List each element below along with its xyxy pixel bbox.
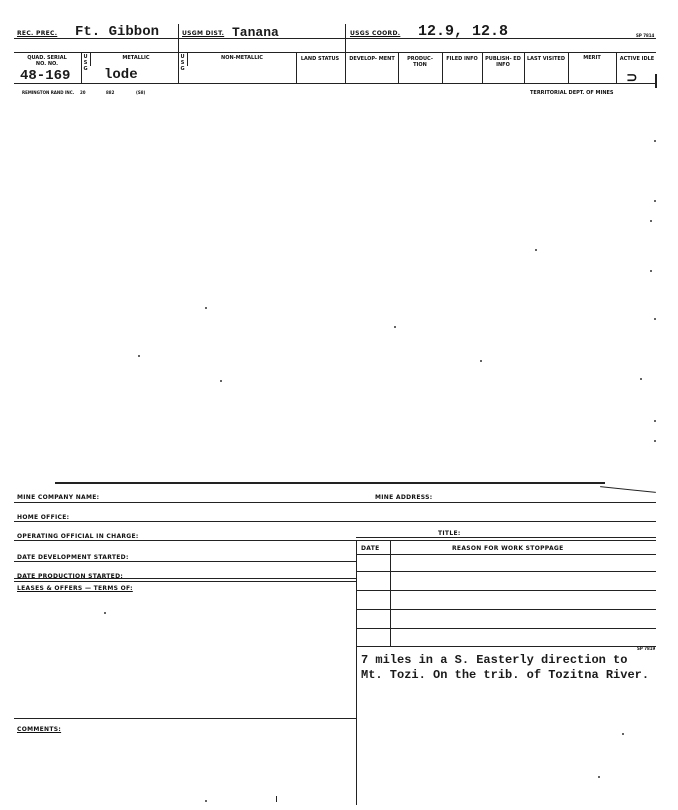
divider-filed bbox=[442, 52, 443, 84]
rule-company bbox=[14, 502, 656, 503]
speck bbox=[650, 220, 652, 222]
usg-right-label: U S G bbox=[180, 54, 185, 72]
active-idle-mark: ⊃ bbox=[626, 70, 638, 86]
divider-usgm bbox=[178, 24, 179, 84]
speck bbox=[654, 420, 656, 422]
speck bbox=[394, 326, 396, 328]
printer-code-2: 882 bbox=[106, 90, 115, 95]
comments-label: COMMENTS: bbox=[17, 726, 62, 733]
rec-prec-label: REC. PREC. bbox=[17, 30, 58, 37]
leases-label: LEASES & OFFERS — TERMS OF: bbox=[17, 585, 133, 592]
rule-home-office bbox=[14, 521, 656, 522]
speck bbox=[480, 360, 482, 362]
rule-stoppage-1 bbox=[356, 571, 656, 572]
speck bbox=[104, 612, 106, 614]
mine-company-label: MINE COMPANY NAME: bbox=[17, 494, 100, 501]
date-production-label: DATE PRODUCTION STARTED: bbox=[17, 573, 124, 580]
lower-top-curl bbox=[600, 486, 656, 493]
date-development-label: DATE DEVELOPMENT STARTED: bbox=[17, 554, 129, 561]
speck-line bbox=[276, 796, 277, 802]
speck bbox=[535, 249, 537, 251]
rule-stoppage-5 bbox=[356, 646, 656, 647]
edge-mark bbox=[655, 74, 657, 88]
rec-prec-value: Ft. Gibbon bbox=[75, 24, 160, 40]
land-status-label: LAND STATUS bbox=[300, 56, 340, 62]
speck bbox=[640, 378, 642, 380]
rule-stoppage-4 bbox=[356, 628, 656, 629]
location-line-1: 7 miles in a S. Easterly direction to bbox=[361, 653, 628, 667]
speck bbox=[654, 318, 656, 320]
speck bbox=[598, 776, 600, 778]
lower-top-rule bbox=[55, 482, 605, 484]
reason-label: REASON FOR WORK STOPPAGE bbox=[452, 545, 564, 552]
operating-official-label: OPERATING OFFICIAL IN CHARGE: bbox=[17, 533, 139, 540]
usgm-dist-value: Tanana bbox=[232, 25, 279, 40]
active-idle-label: ACTIVE IDLE bbox=[619, 56, 655, 62]
printer-code: 20 bbox=[80, 90, 86, 95]
rule-title bbox=[356, 537, 656, 538]
dept-label: TERRITORIAL DEPT. OF MINES bbox=[530, 90, 614, 96]
speck bbox=[654, 140, 656, 142]
divider-published bbox=[482, 52, 483, 84]
metallic-value: lode bbox=[104, 67, 138, 83]
usgs-coord-value: 12.9, 12.8 bbox=[418, 23, 509, 40]
divider-usg-right bbox=[187, 52, 188, 66]
merit-label: MERIT bbox=[583, 55, 601, 61]
divider-usgs bbox=[345, 24, 346, 84]
development-label: DEVELOP- MENT bbox=[349, 56, 395, 62]
title-label: TITLE: bbox=[438, 530, 461, 537]
filed-info-label: FILED INFO bbox=[446, 56, 478, 62]
divider-usg-left bbox=[90, 52, 91, 66]
divider-lower-center bbox=[356, 540, 357, 805]
date-label: DATE bbox=[361, 545, 380, 552]
record-bottom-rule bbox=[14, 83, 656, 84]
published-info-label: PUBLISH- ED INFO bbox=[485, 56, 521, 68]
divider-active-idle bbox=[616, 52, 617, 84]
divider-metallic-left bbox=[81, 52, 82, 84]
rule-date-prod-2 bbox=[14, 581, 356, 582]
usgs-coord-label: USGS COORD. bbox=[350, 30, 401, 37]
printer-label: REMINGTON RAND INC. bbox=[22, 90, 75, 95]
speck bbox=[138, 355, 140, 357]
last-visited-label: LAST VISITED bbox=[527, 56, 565, 62]
speck bbox=[220, 380, 222, 382]
production-label: PRODUC- TION bbox=[407, 56, 433, 68]
divider-land-status bbox=[296, 52, 297, 84]
speck bbox=[205, 800, 207, 802]
columns-bottom-rule bbox=[14, 52, 656, 53]
mine-address-label: MINE ADDRESS: bbox=[375, 494, 433, 501]
form-code-bottom: SP 7819 bbox=[637, 646, 656, 651]
rule-stoppage-header bbox=[356, 554, 656, 555]
rule-leases-bottom bbox=[14, 718, 356, 719]
home-office-label: HOME OFFICE: bbox=[17, 514, 70, 521]
printer-code-3: (S8) bbox=[136, 90, 146, 95]
usgm-dist-label: USGM DIST. bbox=[182, 30, 225, 37]
divider-merit bbox=[568, 52, 569, 84]
speck bbox=[650, 270, 652, 272]
rule-operating bbox=[14, 540, 656, 541]
quad-serial-label2: NO. NO. bbox=[35, 61, 59, 67]
rule-stoppage-2 bbox=[356, 590, 656, 591]
divider-production bbox=[398, 52, 399, 84]
form-code-top: SP 7814 bbox=[636, 33, 655, 38]
metallic-label: METALLIC bbox=[122, 55, 150, 61]
usg-left-label: U S G bbox=[83, 54, 88, 72]
speck bbox=[654, 200, 656, 202]
divider-date-col bbox=[390, 540, 391, 646]
rule-date-prod bbox=[14, 578, 356, 579]
rule-stoppage-3 bbox=[356, 609, 656, 610]
quad-serial-label: QUAD. SERIAL bbox=[27, 55, 67, 61]
speck bbox=[622, 733, 624, 735]
non-metallic-label: NON-METALLIC bbox=[221, 55, 263, 61]
rule-date-dev bbox=[14, 561, 356, 562]
location-line-2: Mt. Tozi. On the trib. of Tozitna River. bbox=[361, 668, 650, 682]
divider-last-visited bbox=[524, 52, 525, 84]
speck bbox=[205, 307, 207, 309]
speck bbox=[654, 440, 656, 442]
serial-value: 48-169 bbox=[20, 68, 71, 84]
